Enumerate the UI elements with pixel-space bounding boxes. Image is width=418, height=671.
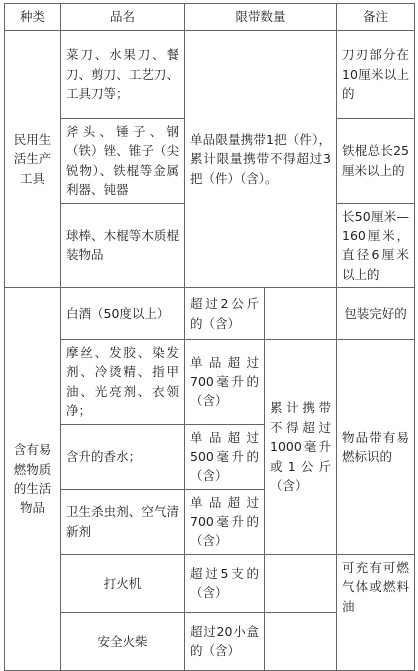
item-bats: 球棒、木棍等木质棍装物品 [61,203,185,288]
combined-limit: 累计携带不得超过1000毫升或1公斤（含） [265,340,337,555]
combined-limit-empty [265,612,337,670]
note-lighter: 可充有可燃气体或燃料油 [337,554,415,670]
item-matches: 安全火柴 [61,612,185,670]
note-knives: 刀刃部分在10厘米以上的 [337,31,415,119]
item-lighter: 打火机 [61,554,185,612]
note-liquor: 包装完好的 [337,288,415,340]
table-row [5,31,415,119]
item-perfume: 含升的香水； [61,424,185,489]
table-row [5,554,415,612]
category-flammable: 含有易燃物质的生活物品 [5,288,61,671]
restricted-items-table [4,3,415,671]
limit-lighter: 超过5支的（含） [185,554,265,612]
item-metal-tools: 斧头、锤子、钢（铁）锉、锥子（尖锐物）、铁棍等金属利器、钝器 [61,119,185,204]
item-knives: 菜刀、水果刀、餐刀、剪刀、工艺刀、工具刀等； [61,31,185,119]
header-note: 备注 [337,4,415,31]
header-limit: 限带数量 [185,4,337,31]
table-header-row [5,4,415,31]
item-liquor: 白酒（50度以上） [61,288,185,340]
combined-limit-empty [265,288,337,340]
header-name: 品名 [61,4,185,31]
note-flammable-label: 物品带有易燃标识的 [337,340,415,555]
note-bats: 长50厘米—160厘米，直径6厘米以上的 [337,203,415,288]
limit-matches: 超过20小盒的（含） [185,612,265,670]
limit-perfume: 单品超过500毫升的（含） [185,424,265,489]
item-cosmetics: 摩丝、发胶、染发剂、冷烫精、指甲油、光亮剂、衣领净； [61,340,185,425]
table-row [5,288,415,340]
limit-tools: 单品限量携带1把（件），累计限量携带不得超过3把（件）（含）。 [185,31,337,288]
limit-liquor: 超过2公斤的（含） [185,288,265,340]
note-iron-rod: 铁棍总长25厘米以上的 [337,119,415,204]
table-row [5,340,415,425]
limit-cosmetics: 单品超过700毫升的（含） [185,340,265,425]
limit-insecticide: 单品超过700毫升的（含） [185,489,265,554]
item-insecticide: 卫生杀虫剂、空气清新剂 [61,489,185,554]
category-tools: 民用生活生产工具 [5,31,61,288]
header-kind: 种类 [5,4,61,31]
combined-limit-empty [265,554,337,612]
